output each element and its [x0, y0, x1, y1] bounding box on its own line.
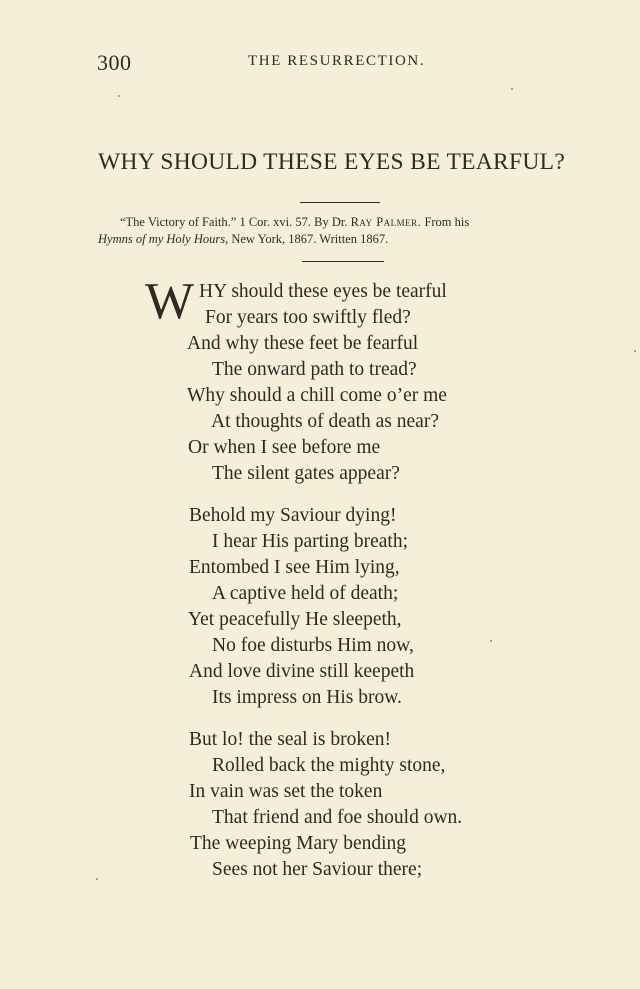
poem-line: Sees not her Saviour there; — [212, 859, 423, 880]
poem-line: Yet peacefully He sleepeth, — [188, 609, 402, 630]
poem-line: But lo! the seal is broken! — [189, 729, 391, 750]
poem-line: For years too swiftly fled? — [205, 307, 411, 328]
poem-line: Or when I see before me — [188, 437, 381, 458]
poem-line: HY should these eyes be tearful — [199, 281, 447, 302]
source-text: From his — [421, 215, 470, 229]
source-text: New York, 1867. Written 1867. — [228, 232, 389, 246]
poem-line: And why these feet be fearful — [187, 333, 419, 354]
poem-line: And love divine still keepeth — [189, 661, 415, 682]
poem-line: Entombed I see Him lying, — [189, 557, 400, 578]
poem-line: At thoughts of death as near? — [211, 411, 439, 432]
poem-line: A captive held of death; — [212, 583, 399, 604]
paper-speck — [511, 88, 513, 90]
poem-line: The onward path to tread? — [212, 359, 417, 380]
running-head: THE RESURRECTION. — [248, 53, 426, 69]
poem-line: Behold my Saviour dying! — [189, 505, 397, 526]
title-rule — [300, 202, 380, 203]
source-rule — [302, 261, 384, 262]
paper-speck — [634, 350, 636, 352]
poem-line: No foe disturbs Him now, — [212, 635, 414, 656]
poem-line: Its impress on His brow. — [212, 687, 402, 708]
source-line-2 — [98, 232, 388, 247]
poem-line: In vain was set the token — [189, 781, 383, 802]
poem-line: The weeping Mary bending — [190, 833, 407, 854]
hymn-title: WHY SHOULD THESE EYES BE TEARFUL? — [98, 149, 566, 175]
poem-line: I hear His parting breath; — [212, 531, 409, 552]
poem-line: Why should a chill come o’er me — [187, 385, 447, 406]
page-number: 300 — [97, 50, 132, 75]
poem-line: Rolled back the mighty stone, — [212, 755, 446, 776]
source-text: “The Victory of Faith.” 1 Cor. xvi. 57. By Dr. — [120, 215, 351, 229]
poem-line: The silent gates appear? — [212, 463, 400, 484]
drop-cap: W — [145, 273, 195, 330]
source-line-1 — [120, 215, 469, 230]
poem-line: That friend and foe should own. — [212, 807, 463, 828]
paper-speck — [490, 640, 492, 642]
book-title: Hymns of my Holy Hours, — [98, 232, 229, 246]
author-name: Ray Palmer. — [350, 215, 422, 229]
paper-speck — [96, 878, 98, 880]
paper-speck — [118, 95, 120, 97]
